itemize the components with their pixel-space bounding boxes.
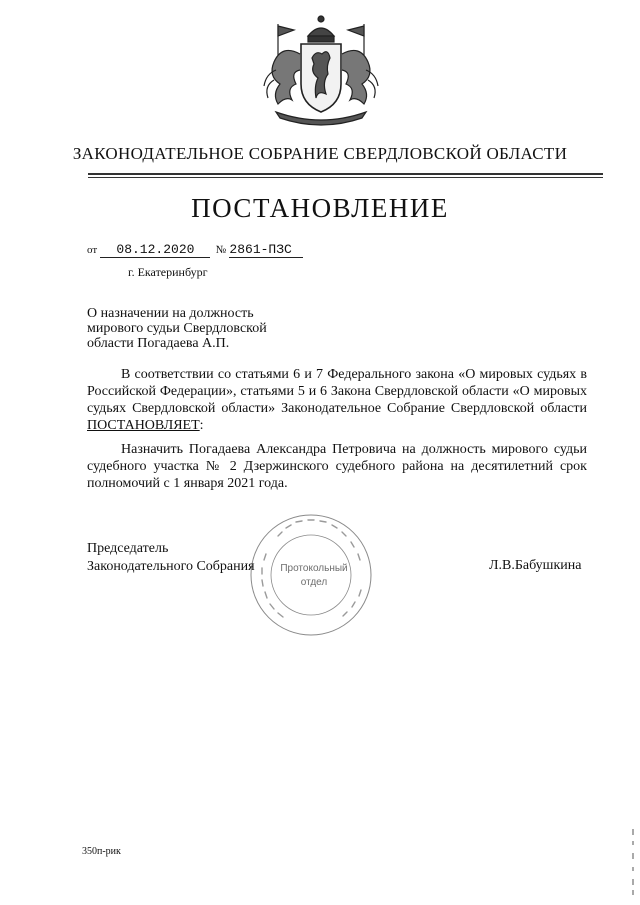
stamp-text: Протокольный xyxy=(280,563,348,574)
office-stamp-icon xyxy=(248,512,374,638)
document-date: 08.12.2020 xyxy=(100,242,210,258)
signer-title-line: Председатель xyxy=(87,541,169,556)
document-number: 2861-ПЗС xyxy=(229,242,303,258)
subject-line: области Погадаева А.П. xyxy=(87,336,230,351)
preamble-colon: : xyxy=(199,418,204,433)
document-type-title: ПОСТАНОВЛЕНИЕ xyxy=(191,193,449,223)
document-subject xyxy=(87,306,347,351)
resolution-paragraph: Назначить Погадаева Александра Петровича на должность мирового судьи судебного участка № 2 Дзержинского судебного района на десятилетний срок полномочий с 1 января 2021 года. xyxy=(87,442,587,491)
document-date-number-row xyxy=(87,241,303,258)
subject-line: мирового судьи Свердловской xyxy=(87,321,267,336)
date-prefix: от xyxy=(87,244,98,256)
subject-line: О назначении на должность xyxy=(87,306,254,321)
header-divider-thin xyxy=(88,177,603,178)
number-prefix: № xyxy=(215,244,227,256)
scan-edge-marks xyxy=(630,827,636,897)
organization-name: ЗАКОНОДАТЕЛЬНОЕ СОБРАНИЕ СВЕРДЛОВСКОЙ ОБЛАСТИ xyxy=(72,144,568,163)
signer-title-line: Законодательного Собрания xyxy=(87,559,255,574)
preamble-paragraph xyxy=(87,366,587,434)
preamble-text: В соответствии со статьями 6 и 7 Федерального закона «О мировых судьях в Российской Федерации», статьями 5 и 6 Закона Свердловской области «О мировых судьях Свердловской области» Законодательное Собрание Свердловской области xyxy=(87,367,587,416)
header-divider-thick xyxy=(88,173,603,175)
resolves-keyword: ПОСТАНОВЛЯЕТ xyxy=(87,418,200,433)
signer-title xyxy=(87,540,255,576)
footer-code: 350п-рик xyxy=(82,846,121,857)
sverdlovsk-coat-of-arms-icon xyxy=(256,14,386,126)
document-city: г. Екатеринбург xyxy=(128,265,208,279)
stamp-text: отдел xyxy=(300,577,328,588)
signer-name: Л.В.Бабушкина xyxy=(489,558,582,573)
